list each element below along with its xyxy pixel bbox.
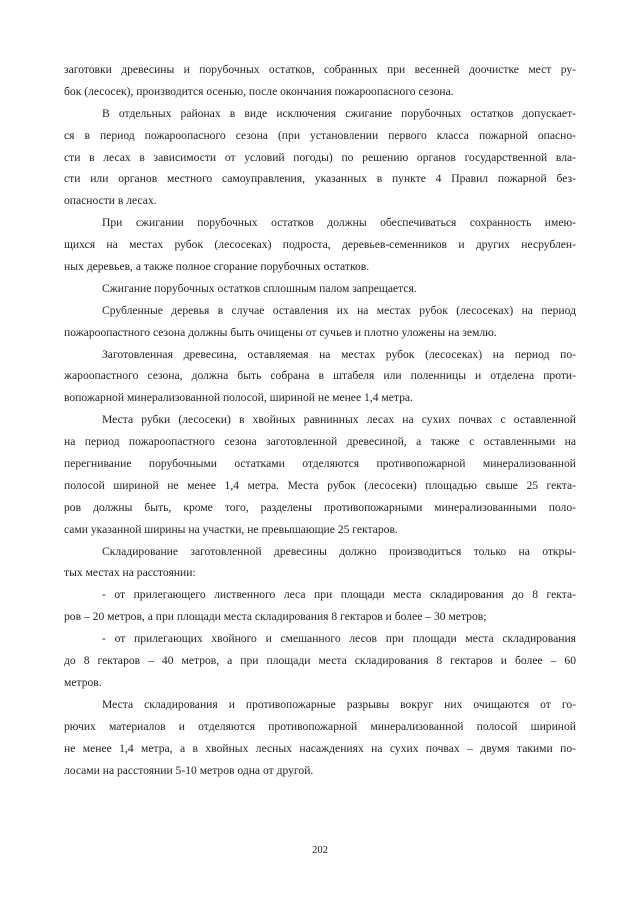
text-line: Сжигание порубочных остатков сплошным палом запрещается. [102,281,417,295]
text-line: При сжигании порубочных остатков должны обеспечиваться сохранность имею- [102,216,576,230]
text-line: - от прилегающего лиственного леса при площади места складирования до 8 гекта- [102,588,576,602]
text-line: Места рубки (лесосеки) в хвойных равнинных лесах на сухих почвах с оставленной [102,413,576,427]
text-line: вопожарной минерализованной полосой, шириной не менее 1,4 метра. [64,391,413,405]
text-line: рючих материалов и отделяются противопожарной минерализованной полосой шириной [64,719,576,733]
text-line: бок (лесосек), производится осенью, после окончания пожароопасного сезона. [64,84,454,98]
text-line: - от прилегающих хвойного и смешанного лесов при площади места складирования [102,632,576,646]
text-line: сти в лесах в зависимости от условий погоды) по решению органов государственной вла- [64,150,576,164]
text-line: тых местах на расстоянии: [64,566,196,580]
page-number: 202 [312,845,328,856]
text-line: ров должны быть, кроме того, разделены противопожарными минерализованными поло- [64,500,576,514]
text-line: ных деревьев, а также полное сгорание порубочных остатков. [64,260,370,274]
text-line: заготовки древесины и порубочных остатков, собранных при весенней доочистке мест ру- [64,63,576,76]
text-line: на период пожароопастного сезона заготовленной древесиной, а также с оставленными на [64,435,576,449]
text-line: сами указанной ширины на участки, не превышающие 25 гектаров. [64,522,398,536]
text-line: лосами на расстоянии 5-10 метров одна от другой. [64,763,314,777]
text-line: жароопастного сезона, должна быть собрана в штабеля или поленницы и отделена проти- [64,369,576,383]
text-line: до 8 гектаров – 40 метров, а при площади места складирования 8 гектаров и более – 60 [64,654,576,668]
text-line: метров. [64,675,102,689]
text-line: пожароопастного сезона должны быть очищены от сучьев и плотно уложены на землю. [64,325,497,339]
text-line: ров – 20 метров, а при площади места складирования 8 гектаров и более – 30 метров; [64,610,487,624]
text-line: полосой шириной не менее 1,4 метра. Места рубок (лесосеки) площадью свыше 25 гекта- [64,478,576,492]
text-line: щихся на местах рубок (лесосеках) подроста, деревьев-семенников и других несрублен- [64,238,576,252]
document-page [64,59,576,781]
text-line: В отдельных районах в виде исключения сжигание порубочных остатков допускает- [102,106,576,120]
text-line: Места складирования и противопожарные разрывы вокруг них очищаются от го- [102,697,576,711]
text-line: Заготовленная древесина, оставляемая на местах рубок (лесосеках) на период по- [102,347,576,361]
text-line: не менее 1,4 метра, а в хвойных лесных насаждениях на сухих почвах – двумя такими по- [64,741,576,755]
text-line: ся в период пожароопасного сезона (при установлении первого класса пожарной опасно- [64,128,576,142]
text-line: перегнивание порубочными остатками отделяются противопожарной минерализованной [64,457,576,471]
text-line: сти или органов местного самоуправления, указанных в пункте 4 Правил пожарной без- [64,172,576,186]
text-line: Складирование заготовленной древесины должно производиться только на откры- [102,544,576,558]
text-line: Срубленные деревья в случае оставления их на местах рубок (лесосеках) на период [102,303,576,317]
text-line: опасности в лесах. [64,194,157,208]
